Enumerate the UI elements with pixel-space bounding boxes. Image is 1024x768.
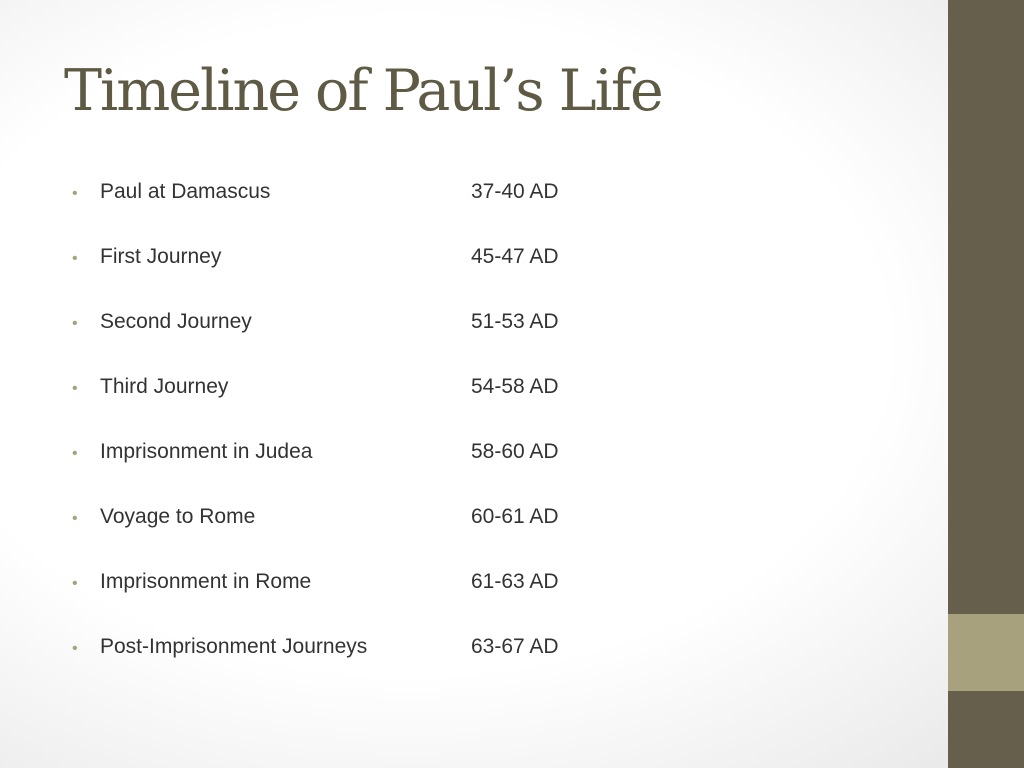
timeline-list — [72, 180, 559, 700]
list-item — [72, 570, 559, 635]
list-item — [72, 180, 559, 245]
event-label: Imprisonment in Judea — [100, 440, 313, 463]
event-label: Second Journey — [100, 310, 252, 333]
bullet-icon: • — [72, 185, 78, 202]
event-label: Paul at Damascus — [100, 180, 271, 203]
event-date: 45-47 AD — [471, 245, 559, 268]
event-date: 37-40 AD — [471, 180, 559, 203]
event-label: Post-Imprisonment Journeys — [100, 635, 368, 658]
bullet-icon: • — [72, 380, 78, 397]
list-item — [72, 375, 559, 440]
event-date: 54-58 AD — [471, 375, 559, 398]
bullet-icon: • — [72, 445, 78, 462]
list-item — [72, 310, 559, 375]
event-date: 61-63 AD — [471, 570, 559, 593]
list-item — [72, 440, 559, 505]
event-label: Imprisonment in Rome — [100, 570, 312, 593]
event-date: 60-61 AD — [471, 505, 559, 528]
bullet-icon: • — [72, 510, 78, 527]
decorative-side-accent — [948, 614, 1024, 691]
bullet-icon: • — [72, 250, 78, 267]
list-item — [72, 245, 559, 310]
bullet-icon: • — [72, 640, 78, 657]
list-item — [72, 635, 559, 700]
event-date: 51-53 AD — [471, 310, 559, 333]
event-label: First Journey — [100, 245, 222, 268]
event-label: Voyage to Rome — [100, 505, 256, 528]
slide-title: Timeline of Paul’s Life — [64, 58, 662, 124]
bullet-icon: • — [72, 315, 78, 332]
list-item — [72, 505, 559, 570]
event-date: 58-60 AD — [471, 440, 559, 463]
bullet-icon: • — [72, 575, 78, 592]
event-label: Third Journey — [100, 375, 229, 398]
event-date: 63-67 AD — [471, 635, 559, 658]
